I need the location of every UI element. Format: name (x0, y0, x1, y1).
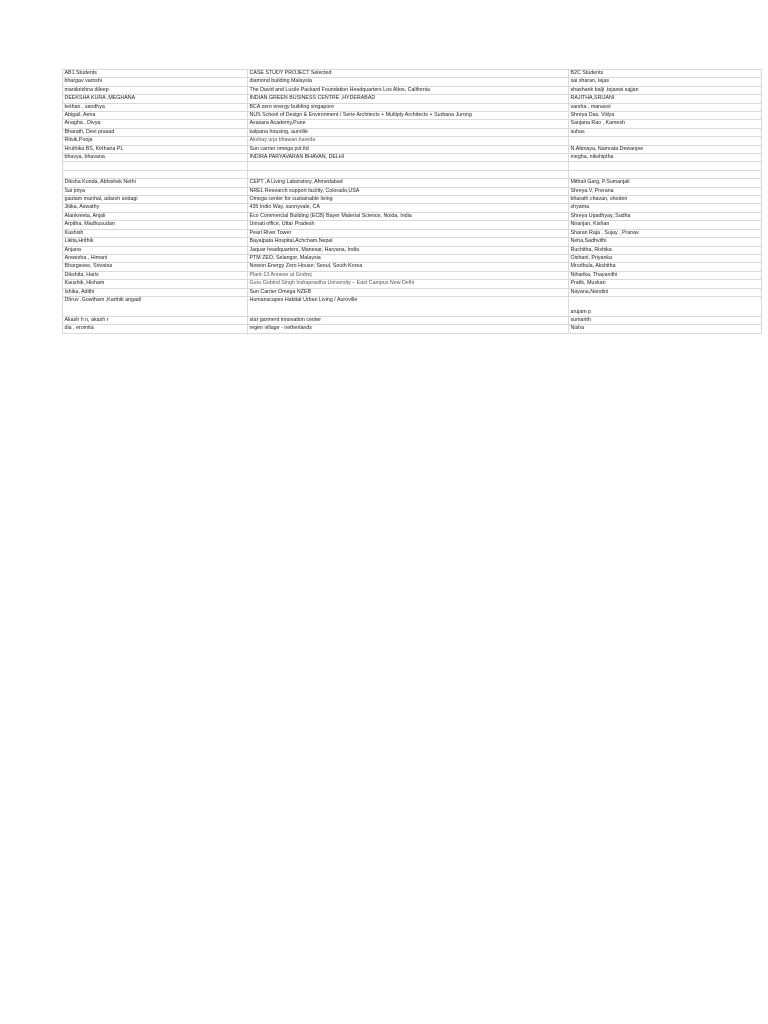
table-row (63, 137, 762, 145)
table-cell[interactable]: Avasara Academy,Pune (248, 120, 569, 128)
table-cell[interactable]: Diksha Konda, Abhishek Nethi (63, 179, 248, 187)
table-cell[interactable]: star garment innovation center (248, 316, 569, 324)
table-cell[interactable]: Dhruv ,Gowtham ,Karthik angadi (63, 296, 248, 316)
table-cell[interactable]: Plant-13 Annexe at Godrej (248, 271, 569, 279)
table-cell[interactable]: Jaquar headquarters, Manesar, Haryana, India (248, 246, 569, 254)
table-cell[interactable]: diamond building Malaysia (248, 78, 569, 86)
table-cell[interactable]: Anagha , Divya (63, 120, 248, 128)
table-cell[interactable]: Nowon Energy Zero House; Seoul, South Korea (248, 263, 569, 271)
table-cell[interactable]: Niharika, Thayanithi (569, 271, 762, 279)
table-cell[interactable]: N.Abinaya, Namrata Dewanjee (569, 145, 762, 153)
table-cell[interactable] (63, 162, 248, 170)
table-row (63, 229, 762, 237)
table-cell[interactable]: Nayana,Nandini (569, 288, 762, 296)
table-cell[interactable]: Unnati office, Uttar Pradesh (248, 221, 569, 229)
table-cell[interactable]: megha, nikshiptha (569, 154, 762, 162)
table-cell[interactable]: AB1 Students (63, 70, 248, 78)
table-cell[interactable] (569, 137, 762, 145)
table-cell[interactable]: Akshay urja bhawan,hareda (248, 137, 569, 145)
table-cell[interactable]: Anjana (63, 246, 248, 254)
spreadsheet-table (62, 69, 762, 334)
table-row (63, 145, 762, 153)
table-cell[interactable]: sumanth (569, 316, 762, 324)
table-row (63, 288, 762, 296)
table-cell[interactable]: The David and Lucile Packard Foundation Headquarters Los Altos, California (248, 86, 569, 94)
table-cell[interactable]: Bayalpata Hospital,Achcham,Nepal (248, 238, 569, 246)
table-cell[interactable]: bhargav vamshi (63, 78, 248, 86)
table-cell[interactable]: CASE STUDY PROJECT Selected (248, 70, 569, 78)
table-cell[interactable]: Anwesha , Himani (63, 254, 248, 262)
table-cell[interactable]: DEEKSHA KURA ,MEGHANA (63, 95, 248, 103)
table-row (63, 221, 762, 229)
table-cell[interactable]: Eco Commercial Building (ECB) Bayer Material Science, Noida, India (248, 212, 569, 220)
table-cell[interactable]: BCA zero energy building singapore (248, 103, 569, 111)
table-cell[interactable]: kethan , sandhya (63, 103, 248, 111)
table-row (63, 296, 762, 316)
table-cell[interactable]: varsha , manasvi (569, 103, 762, 111)
table-cell[interactable]: Shreya Das, Vidya (569, 112, 762, 120)
table-cell[interactable]: kalpana housing, aurville (248, 128, 569, 136)
table-row (63, 120, 762, 128)
table-cell[interactable]: RAJITHA,SRIJANI (569, 95, 762, 103)
table-row (63, 78, 762, 86)
table-cell[interactable]: Nisha (569, 325, 762, 333)
table-cell[interactable]: Jitika, Aswathy (63, 204, 248, 212)
table-cell[interactable]: Arpitha, Madhusudan (63, 221, 248, 229)
table-row (63, 204, 762, 212)
table-cell[interactable]: suhas (569, 128, 762, 136)
table-row (63, 212, 762, 220)
table-cell[interactable]: dia , eromita (63, 325, 248, 333)
table-row (63, 187, 762, 195)
table-cell[interactable]: Sai priya (63, 187, 248, 195)
table-cell[interactable]: 435 Indio Way, sunnyvale, CA (248, 204, 569, 212)
table-cell[interactable]: Pearl River Tower (248, 229, 569, 237)
table-row (63, 325, 762, 333)
table-cell[interactable]: Alankreeta, Anjali (63, 212, 248, 220)
table-cell[interactable]: Bhargavee, Srivatsa (63, 263, 248, 271)
table-cell[interactable]: Neha,Sadhvithi (569, 238, 762, 246)
table-row (63, 238, 762, 246)
table-cell[interactable]: NREL Research support facility, Colorado,USA (248, 187, 569, 195)
table-row (63, 154, 762, 162)
table-cell[interactable]: Hruthika BS, Kirthana PL (63, 145, 248, 153)
table-row (63, 112, 762, 120)
table-cell[interactable] (248, 170, 569, 178)
table-cell[interactable]: Ruchitha, Rishika (569, 246, 762, 254)
table-row (63, 246, 762, 254)
table-cell[interactable]: shyama (569, 204, 762, 212)
table-cell[interactable]: Humanscapes Habitat Urban Living / Auroville (248, 296, 569, 316)
table-cell[interactable]: Sharan Raja , Sujay , Pranav (569, 229, 762, 237)
table-row (63, 170, 762, 178)
table-row (63, 254, 762, 262)
table-cell[interactable]: Sanjana Rao , Kamesh (569, 120, 762, 128)
table-cell[interactable]: INDIAN GREEN BUSINESS CENTRE ,HYDERABAD (248, 95, 569, 103)
table-row (63, 179, 762, 187)
table-cell[interactable]: Dikshita, Haris (63, 271, 248, 279)
table-cell[interactable]: Shreya.V, Prerana (569, 187, 762, 195)
table-cell[interactable]: Niranjan, Kishan (569, 221, 762, 229)
table-cell[interactable]: Bharath, Devi prasad (63, 128, 248, 136)
table-cell[interactable]: Akash h n, akash r (63, 316, 248, 324)
table-cell[interactable]: NUS School of Design & Environment / Serie Architects + Multiply Architects + Surbana Jurong (248, 112, 569, 120)
table-cell[interactable]: Guru Gobind Singh Indraprastha University – East Campus New Delhi (248, 280, 569, 288)
table-cell[interactable]: Kaushik, Hisham (63, 280, 248, 288)
table-cell[interactable]: regen village - netherlands (248, 325, 569, 333)
table-cell[interactable]: PTM ZEO, Selangor, Malaysia (248, 254, 569, 262)
table-row (63, 103, 762, 111)
table-cell[interactable]: shashank balji ,tejaswi sajjan (569, 86, 762, 94)
table-cell[interactable]: arujam p (569, 296, 762, 316)
table-row (63, 316, 762, 324)
table-cell[interactable]: Abigail, Aena (63, 112, 248, 120)
table-row (63, 95, 762, 103)
table-cell[interactable]: manikrishna dileep (63, 86, 248, 94)
table-cell[interactable]: Kashish (63, 229, 248, 237)
table-cell[interactable]: bharath chavan, shoden (569, 196, 762, 204)
table-cell[interactable] (248, 162, 569, 170)
table-row (63, 86, 762, 94)
table-row (63, 263, 762, 271)
table-cell[interactable]: Ritvik,Pooja (63, 137, 248, 145)
table-cell[interactable]: Sun carrier omega pvt.ltd (248, 145, 569, 153)
table-cell[interactable]: Shreya Upadhyay, Sudha (569, 212, 762, 220)
table-cell[interactable]: CEPT ,A Living Laboratory, Ahmedabad (248, 179, 569, 187)
table-cell[interactable]: Likita,Hrithik (63, 238, 248, 246)
table-cell[interactable] (569, 170, 762, 178)
table-row (63, 70, 762, 78)
table-row (63, 162, 762, 170)
table-cell[interactable]: Mrudhula, Akshitha (569, 263, 762, 271)
table-row (63, 196, 762, 204)
table-cell[interactable]: Omega center for sustainable living (248, 196, 569, 204)
table-row (63, 128, 762, 136)
table-row (63, 280, 762, 288)
table-cell[interactable] (569, 162, 762, 170)
table-cell[interactable]: Oishani, Priyanka (569, 254, 762, 262)
table-cell[interactable]: sai sharan, tejas (569, 78, 762, 86)
table-cell[interactable]: Sun Carrier Omega NZEB (248, 288, 569, 296)
table-cell[interactable]: Pratik, Muskan (569, 280, 762, 288)
table-cell[interactable]: Mithali Garg, P.Sumanjali (569, 179, 762, 187)
table-cell[interactable]: B2C Students (569, 70, 762, 78)
table-cell[interactable] (63, 170, 248, 178)
table-cell[interactable]: bhavya, bhavana (63, 154, 248, 162)
table-cell[interactable]: Ishika, Adithi (63, 288, 248, 296)
table-cell[interactable]: INDIRA PARYAVARAN BHAVAN, DELHI (248, 154, 569, 162)
table-row (63, 271, 762, 279)
table-cell[interactable]: gautam manhal, adarsh andagi (63, 196, 248, 204)
